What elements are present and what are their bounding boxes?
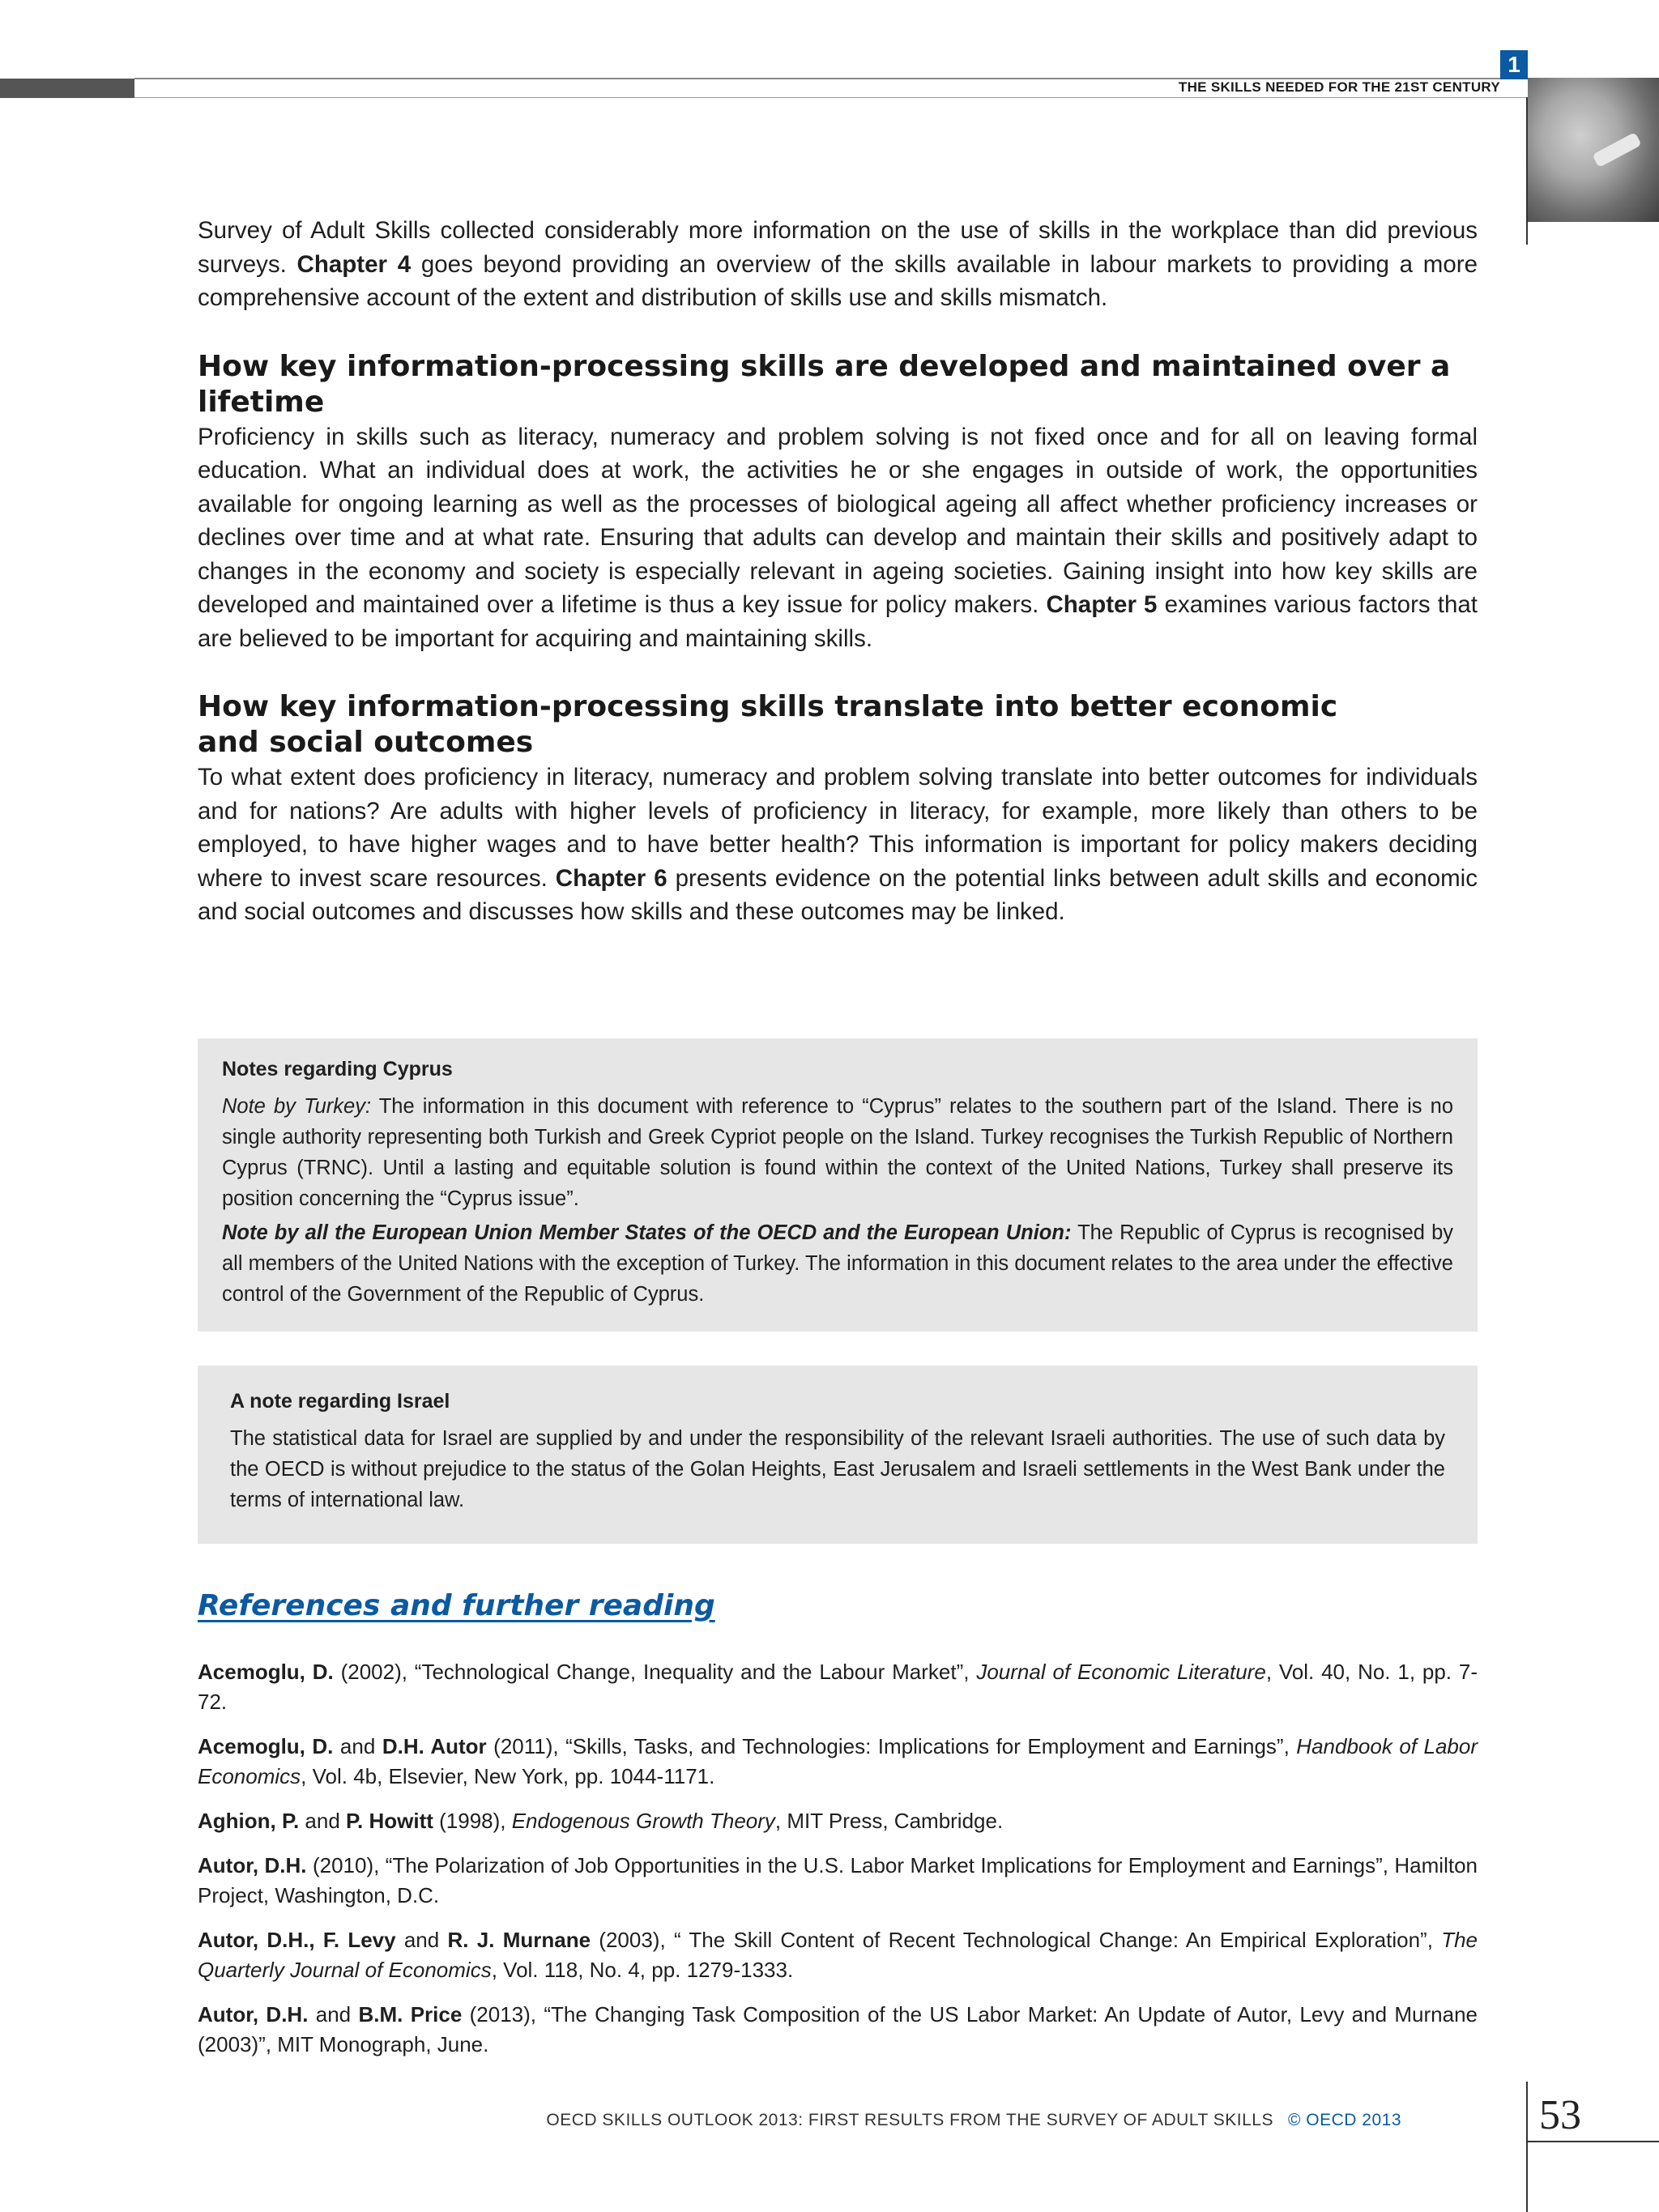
footer-underline: [1528, 2141, 1659, 2142]
reference-item: Aghion, P. and P. Howitt (1998), Endogenous Growth Theory, MIT Press, Cambridge.: [198, 1809, 1004, 1833]
reference-list: [198, 1657, 1478, 2074]
section-heading-lifetime: How key information-processing skills are developed and maintained over a lifetime: [198, 349, 1451, 419]
header-band: [0, 79, 134, 98]
publication-title: OECD SKILLS OUTLOOK 2013: FIRST RESULTS FROM THE SURVEY OF ADULT SKILLS: [546, 2111, 1273, 2129]
reference-item: Acemoglu, D. (2002), “Technological Change, Inequality and the Labour Market”, Journal of Economic Literature, Vol. 40, No. 1, pp. 7-72.: [198, 1660, 1478, 1714]
main-content: [198, 214, 1478, 929]
reference-item: Autor, D.H. and B.M. Price (2013), “The Changing Task Composition of the US Labor Market: An Update of Autor, Levy and Murnane (2003)”, MIT Monograph, June.: [198, 2002, 1478, 2056]
note-by-eu: Note by all the European Union Member States of the OECD and the European Union: The Republic of Cyprus is recognised by all members of the United Nations with the exception of Turkey. The information in this document relates to the area under the effective control of the Government of the Republic of Cyprus.: [222, 1221, 1453, 1306]
header-rule-lower: [134, 97, 1528, 98]
israel-note-text: The statistical data for Israel are supplied by and under the responsibility of the relevant Israeli authorities. The use of such data by the OECD is without prejudice to the status of the Golan Heights, East Jerusalem and Israeli settlements in the West Bank under the terms of international law.: [230, 1427, 1445, 1511]
israel-note-box: [198, 1366, 1478, 1544]
section-heading-outcomes: How key information-processing skills translate into better economic and social outcomes: [198, 690, 1338, 759]
cyprus-notes-title: Notes regarding Cyprus: [222, 1058, 453, 1080]
reference-item: Acemoglu, D. and D.H. Autor (2011), “Skills, Tasks, and Technologies: Implications for Employment and Earnings”, Handbook of Labor Economics, Vol. 4b, Elsevier, New York, pp. 1044-1171.: [198, 1734, 1478, 1788]
margin-rule: [1526, 97, 1528, 245]
chapter-number-badge: 1: [1500, 50, 1528, 79]
page-footer: [546, 2111, 1401, 2130]
page-number: 53: [1539, 2092, 1581, 2138]
copyright-notice: © OECD 2013: [1287, 2111, 1401, 2129]
section-outcomes-paragraph: To what extent does proficiency in literacy, numeracy and problem solving translate into better outcomes for individuals and for nations? Are adults with higher levels of proficiency in literacy, for example, more likely than others to be employed, to have higher wages and to have better health? This information is important for policy makers deciding where to invest scare resources. Chapter 6 presents evidence on the potential links between adult skills and economic and social outcomes and discusses how skills and these outcomes may be linked.: [198, 764, 1478, 925]
running-head: THE SKILLS NEEDED FOR THE 21ST CENTURY: [1178, 79, 1500, 95]
section-lifetime-paragraph: Proficiency in skills such as literacy, numeracy and problem solving is not fixed once and for all on leaving formal education. What an individual does at work, the activities he or she engages in outside of work, the opportunities available for ongoing learning as well as the processes of biological ageing all affect whether proficiency increases or declines over time and at what rate. Ensuring that adults can develop and maintain their skills and positively adapt to changes in the economy and society is especially relevant in ageing societies. Gaining insight into how key skills are developed and maintained over a lifetime is thus a key issue for policy makers. Chapter 5 examines various factors that are believed to be important for acquiring and maintaining skills.: [198, 423, 1478, 652]
footer-rule: [1526, 2082, 1528, 2212]
note-by-turkey: Note by Turkey: The information in this document with reference to “Cyprus” relates to the southern part of the Island. There is no single authority representing both Turkish and Greek Cypriot people on the Island. Turkey recognises the Turkish Republic of Northern Cyprus (TRNC). Until a lasting and equitable solution is found within the context of the United Nations, Turkey shall preserve its position concerning the “Cyprus issue”.: [222, 1095, 1453, 1210]
reference-item: Autor, D.H., F. Levy and R. J. Murnane (2003), “ The Skill Content of Recent Technological Change: An Empirical Exploration”, The Quarterly Journal of Economics, Vol. 118, No. 4, pp. 1279-1333.: [198, 1928, 1478, 1982]
hand-phone-photo: [1528, 78, 1659, 222]
phone-icon: [1592, 132, 1641, 168]
intro-paragraph: Survey of Adult Skills collected considerably more information on the use of skills in the workplace than did previous surveys. Chapter 4 goes beyond providing an overview of the skills available in labour markets to providing a more comprehensive account of the extent and distribution of skills use and skills mismatch.: [198, 217, 1478, 311]
cyprus-notes-box: [198, 1038, 1478, 1332]
references-heading: References and further reading: [198, 1589, 715, 1622]
israel-note-title: A note regarding Israel: [230, 1390, 450, 1413]
reference-item: Autor, D.H. (2010), “The Polarization of Job Opportunities in the U.S. Labor Market Implications for Employment and Earnings”, Hamilton Project, Washington, D.C.: [198, 1853, 1478, 1907]
